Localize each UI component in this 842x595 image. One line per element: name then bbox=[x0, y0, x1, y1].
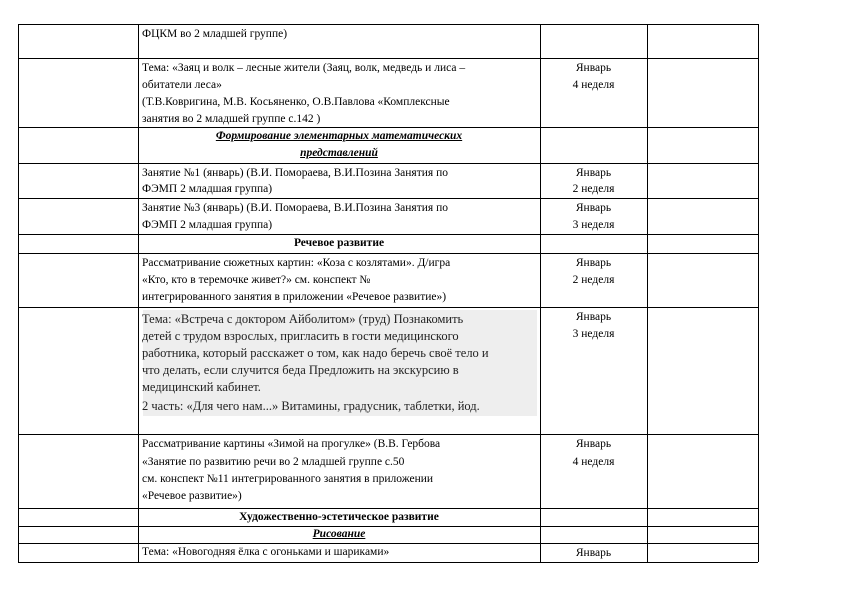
date-month: Январь bbox=[575, 62, 612, 74]
section-heading: Формирование элементарных математических bbox=[215, 130, 463, 142]
row-text: Тема: «Заяц и волк – лесные жители (Заяц, волк, медведь и лиса – bbox=[142, 62, 466, 74]
date-month: Январь bbox=[575, 257, 612, 269]
row-text: интегрированного занятия в приложении «Речевое развитие») bbox=[142, 291, 447, 303]
row-text: ФЭМП 2 младшая группа) bbox=[142, 219, 273, 231]
row-text: занятия во 2 младшей группе с.142 ) bbox=[142, 113, 321, 125]
row-text: «Занятие по развитию речи во 2 младшей группе с.50 bbox=[142, 456, 405, 468]
date-month: Январь bbox=[575, 438, 612, 450]
date-week: 3 неделя bbox=[572, 219, 615, 231]
row-text: 2 часть: «Для чего нам...» Витамины, градусник, таблетки, йод. bbox=[142, 399, 480, 413]
row-text: Занятие №3 (январь) (В.И. Помораева, В.И.Позина Занятия по bbox=[142, 202, 448, 214]
date-week: 2 неделя bbox=[572, 274, 615, 286]
column-divider bbox=[647, 24, 648, 562]
date-week: 4 неделя bbox=[572, 456, 615, 468]
row-text: Тема: «Встреча с доктором Айболитом» (труд) Познакомить bbox=[142, 312, 464, 326]
date-week: 2 неделя bbox=[572, 183, 615, 195]
row-text: обитатели леса» bbox=[142, 79, 222, 91]
section-heading: Рисование bbox=[312, 528, 366, 540]
row-text: см. конспект №11 интегрированного занятия в приложении bbox=[142, 473, 434, 485]
row-text: медицинский кабинет. bbox=[142, 380, 261, 394]
date-week: 4 неделя bbox=[572, 79, 615, 91]
row-text: «Кто, кто в теремочке живет?» см. конспект № bbox=[142, 274, 371, 286]
row-text: ФЦКМ во 2 младшей группе) bbox=[142, 28, 288, 40]
row-text: Тема: «Новогодняя ёлка с огоньками и шариками» bbox=[142, 546, 390, 558]
row-text: Рассматривание картины «Зимой на прогулке» (В.В. Гербова bbox=[142, 438, 441, 450]
column-divider bbox=[138, 24, 139, 562]
column-divider bbox=[18, 24, 19, 562]
section-heading: Речевое развитие bbox=[293, 237, 385, 249]
date-month: Январь bbox=[575, 202, 612, 214]
row-text: Рассматривание сюжетных картин: «Коза с козлятами». Д/игра bbox=[142, 257, 451, 269]
date-month: Январь bbox=[575, 311, 612, 323]
date-week: 3 неделя bbox=[572, 328, 615, 340]
row-text: «Речевое развитие») bbox=[142, 490, 242, 502]
section-heading: Художественно-эстетическое развитие bbox=[239, 511, 439, 523]
row-text: ФЭМП 2 младшая группа) bbox=[142, 183, 273, 195]
table-border bbox=[18, 562, 758, 563]
row-text: детей с трудом взрослых, пригласить в гости медицинского bbox=[142, 329, 459, 343]
row-text: (Т.В.Ковригина, М.В. Косьяненко, О.В.Павлова «Комплексные bbox=[142, 96, 450, 108]
row-text: что делать, если случится беда Предложить на экскурсию в bbox=[142, 363, 459, 377]
section-heading: представлений bbox=[300, 147, 378, 159]
row-text: Занятие №1 (январь) (В.И. Помораева, В.И.Позина Занятия по bbox=[142, 167, 448, 179]
table-border bbox=[758, 24, 759, 562]
date-month: Январь bbox=[575, 547, 612, 559]
column-divider bbox=[540, 24, 541, 562]
row-text: работника, который расскажет о том, как надо беречь своё тело и bbox=[142, 346, 489, 360]
date-month: Январь bbox=[575, 167, 612, 179]
